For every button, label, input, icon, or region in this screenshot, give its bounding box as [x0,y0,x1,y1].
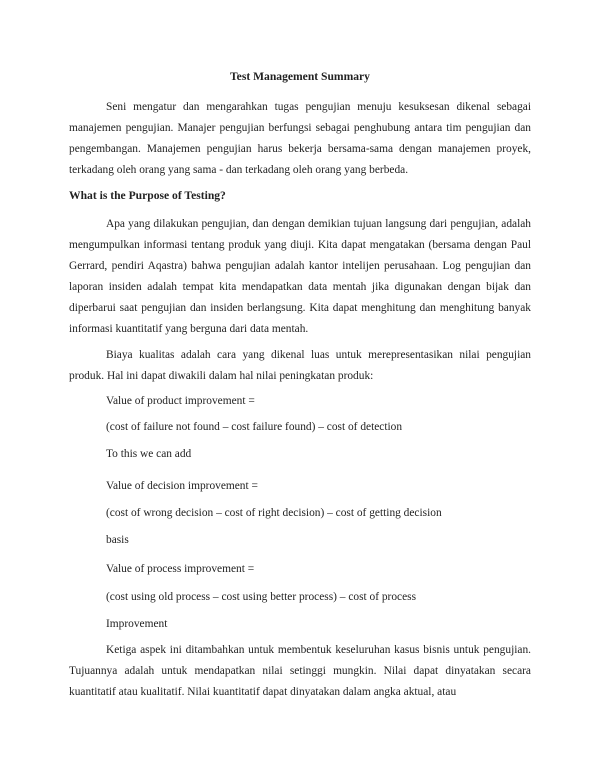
cost-of-quality-paragraph: Biaya kualitas adalah cara yang dikenal luas untuk merepresentasikan nilai pengujian produk. Hal ini dapat diwakili dalam hal nilai peningkatan produk: [69,349,531,383]
intro-paragraph: Seni mengatur dan mengarahkan tugas pengujian menuju kesuksesan dikenal sebagai manajemen pengujian. Manajer pengujian berfungsi sebagai penghubung antara tim pengujian dan pengembangan. Manajemen pengujian harus bekerja bersama-sama dengan manajemen proyek, terkadang oleh orang yang sama - dan terkadang oleh orang yang berbeda. [69,101,531,177]
business-case-paragraph: Ketiga aspek ini ditambahkan untuk membentuk keseluruhan kasus bisnis untuk pengujian. Tujuannya adalah untuk mendapatkan nilai setinggi mungkin. Nilai dapat dinyatakan secara kuantitatif atau kualitatif. Nilai kuantitatif dapat dinyatakan dalam angka aktual, atau [69,644,531,699]
formula-line: (cost of failure not found – cost failure found) – cost of detection [106,421,403,433]
formula-line: (cost using old process – cost using better process) – cost of process [106,591,417,603]
formula-line: Value of decision improvement = [106,480,258,492]
section-heading: What is the Purpose of Testing? [69,189,226,202]
formula-line: basis [106,534,129,546]
formula-line: Value of product improvement = [106,395,255,407]
formula-line: To this we can add [106,448,192,460]
formula-line: (cost of wrong decision – cost of right decision) – cost of getting decision [106,507,442,519]
formula-line: Value of process improvement = [106,563,255,575]
purpose-paragraph: Apa yang dilakukan pengujian, dan dengan demikian tujuan langsung dari pengujian, adalah mengumpulkan informasi tentang produk yang diuji. Kita dapat mengatakan (bersama dengan Paul Gerrard, pendiri Aqastra) bahwa pengujian adalah kantor intelijen perusahaan. Log pengujian dan laporan insiden adalah tempat kita mendapatkan data mentah jika digunakan dengan bijak dan diperbarui saat pengujian dan insiden berlangsung. Kita dapat menghitung dan menghitung banyak informasi kuantitatif yang berguna dari data mentah. [69,218,531,336]
formula-line: Improvement [106,618,168,630]
document-title: Test Management Summary [230,70,370,83]
